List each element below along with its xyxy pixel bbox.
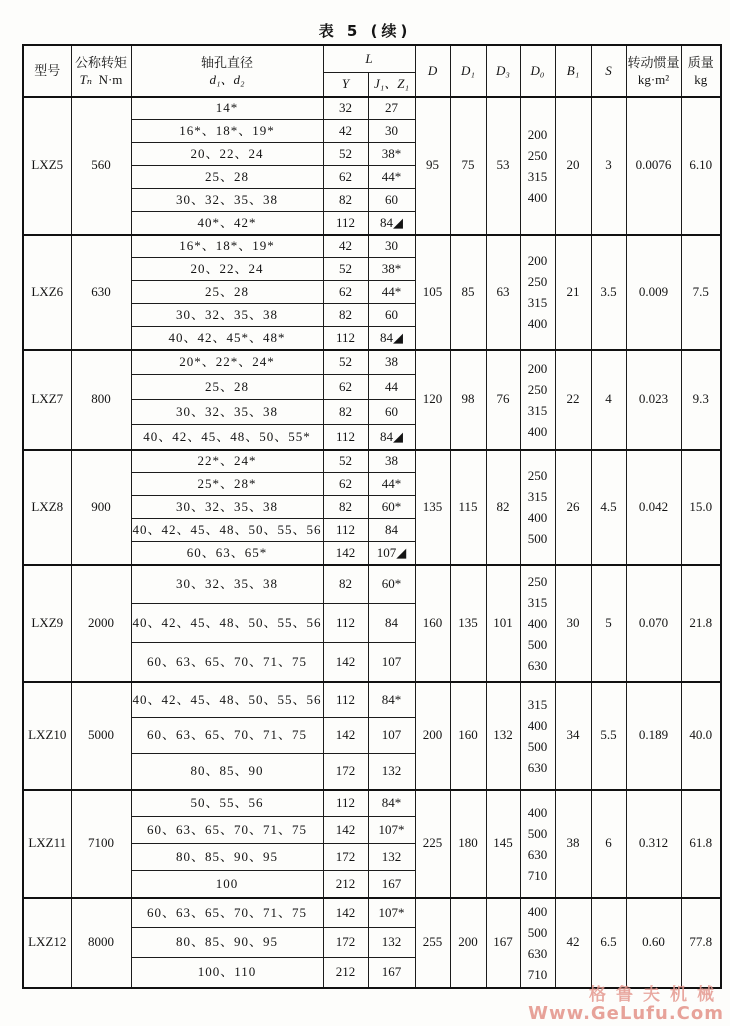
length-Y-cell: 42 [323, 120, 368, 143]
length-J1Z1-cell: 60 [368, 400, 415, 425]
length-J1Z1-cell: 30 [368, 235, 415, 258]
bore-diameters-cell: 40、42、45、48、50、55* [131, 425, 323, 450]
torque-cell: 5000 [71, 682, 131, 790]
D-cell: 120 [415, 350, 450, 450]
D0-value: 400 [527, 423, 548, 439]
header-mass-label: 质量 [687, 54, 714, 70]
torque-cell: 800 [71, 350, 131, 450]
D-cell: 200 [415, 682, 450, 790]
length-Y-cell: 112 [323, 682, 368, 718]
header-J1Z1: J₁、Z₁ [368, 73, 415, 97]
D0-cell [520, 450, 555, 565]
watermark [528, 986, 724, 1024]
torque-cell: 900 [71, 450, 131, 565]
mass-cell: 15.0 [681, 450, 721, 565]
D0-value: 500 [527, 924, 548, 940]
inertia-cell: 0.070 [626, 565, 681, 682]
D1-cell: 98 [450, 350, 486, 450]
S-cell: 5 [591, 565, 626, 682]
length-J1Z1-cell: 132 [368, 844, 415, 871]
bore-diameters-cell: 50、55、56 [131, 790, 323, 817]
length-J1Z1-cell: 44 [368, 375, 415, 400]
length-Y-cell: 112 [323, 790, 368, 817]
header-L: L [323, 45, 415, 73]
bore-diameters-cell: 40、42、45、48、50、55、56 [131, 519, 323, 542]
torque-cell: 7100 [71, 790, 131, 898]
model-cell: LXZ7 [23, 350, 71, 450]
inertia-cell: 0.189 [626, 682, 681, 790]
D-cell: 160 [415, 565, 450, 682]
bore-diameters-cell: 40、42、45、48、50、55、56 [131, 604, 323, 643]
D0-value: 250 [527, 147, 548, 163]
length-J1Z1-cell: 107◢ [368, 542, 415, 565]
B1-cell: 38 [555, 790, 591, 898]
bore-diameters-cell: 22*、24* [131, 450, 323, 473]
mass-cell: 77.8 [681, 898, 721, 988]
mass-cell: 61.8 [681, 790, 721, 898]
bore-diameters-cell: 25、28 [131, 166, 323, 189]
D0-value: 250 [527, 573, 548, 589]
length-Y-cell: 82 [323, 565, 368, 604]
S-cell: 5.5 [591, 682, 626, 790]
torque-cell: 8000 [71, 898, 131, 988]
bore-diameters-cell: 60、63、65、70、71、75 [131, 718, 323, 754]
bore-diameters-cell: 25、28 [131, 281, 323, 304]
length-Y-cell: 112 [323, 425, 368, 450]
length-J1Z1-cell: 132 [368, 928, 415, 958]
D0-value: 400 [527, 189, 548, 205]
header-model: 型号 [23, 45, 71, 97]
D0-value: 315 [527, 402, 548, 418]
D1-cell: 75 [450, 97, 486, 235]
length-Y-cell: 212 [323, 958, 368, 988]
D0-value: 400 [527, 316, 548, 331]
bore-diameters-cell: 40、42、45*、48* [131, 327, 323, 350]
torque-cell: 2000 [71, 565, 131, 682]
D0-value: 630 [527, 759, 548, 775]
bore-diameters-cell: 40*、42* [131, 212, 323, 235]
length-Y-cell: 62 [323, 281, 368, 304]
bore-diameters-cell: 60、63、65、70、71、75 [131, 643, 323, 682]
D1-cell: 160 [450, 682, 486, 790]
D0-cell [520, 790, 555, 898]
header-inertia-label: 转动惯量 [627, 54, 680, 70]
B1-cell: 22 [555, 350, 591, 450]
length-J1Z1-cell: 107 [368, 718, 415, 754]
length-Y-cell: 142 [323, 542, 368, 565]
length-J1Z1-cell: 84 [368, 604, 415, 643]
length-J1Z1-cell: 60* [368, 496, 415, 519]
model-cell: LXZ10 [23, 682, 71, 790]
length-J1Z1-cell: 84◢ [368, 212, 415, 235]
length-J1Z1-cell: 84◢ [368, 425, 415, 450]
model-cell: LXZ11 [23, 790, 71, 898]
D0-cell [520, 350, 555, 450]
D3-cell: 101 [486, 565, 520, 682]
length-Y-cell: 42 [323, 235, 368, 258]
D0-value: 200 [527, 253, 548, 268]
D0-cell [520, 898, 555, 988]
D1-cell: 115 [450, 450, 486, 565]
length-Y-cell: 52 [323, 143, 368, 166]
D-cell: 225 [415, 790, 450, 898]
D0-value: 315 [527, 295, 548, 310]
header-B1: B₁ [555, 45, 591, 97]
B1-cell: 26 [555, 450, 591, 565]
bore-diameters-cell: 20、22、24 [131, 143, 323, 166]
length-J1Z1-cell: 44* [368, 166, 415, 189]
length-Y-cell: 82 [323, 400, 368, 425]
bore-diameters-cell: 30、32、35、38 [131, 565, 323, 604]
bore-diameters-cell: 80、85、90 [131, 754, 323, 790]
D3-cell: 167 [486, 898, 520, 988]
D-cell: 105 [415, 235, 450, 350]
watermark-text: 格鲁夫机械 [589, 985, 724, 1005]
watermark-url: Www.GeLufu.Com [528, 1003, 724, 1024]
bore-diameters-cell: 16*、18*、19* [131, 235, 323, 258]
D0-value: 500 [527, 738, 548, 754]
mass-cell: 21.8 [681, 565, 721, 682]
bore-diameters-cell: 20*、22*、24* [131, 350, 323, 375]
S-cell: 4 [591, 350, 626, 450]
D3-cell: 63 [486, 235, 520, 350]
D-cell: 95 [415, 97, 450, 235]
model-cell: LXZ8 [23, 450, 71, 565]
D0-value: 630 [527, 846, 548, 862]
D0-cell [520, 682, 555, 790]
length-Y-cell: 52 [323, 258, 368, 281]
D0-cell [520, 97, 555, 235]
model-cell: LXZ9 [23, 565, 71, 682]
length-J1Z1-cell: 30 [368, 120, 415, 143]
length-Y-cell: 112 [323, 604, 368, 643]
length-J1Z1-cell: 84* [368, 682, 415, 718]
D0-value: 400 [527, 903, 548, 919]
D0-value: 400 [527, 804, 548, 820]
B1-cell: 21 [555, 235, 591, 350]
length-Y-cell: 142 [323, 718, 368, 754]
D0-value: 200 [527, 360, 548, 376]
inertia-cell: 0.0076 [626, 97, 681, 235]
bore-diameters-cell: 100 [131, 871, 323, 898]
length-J1Z1-cell: 60 [368, 189, 415, 212]
length-Y-cell: 82 [323, 189, 368, 212]
B1-cell: 34 [555, 682, 591, 790]
length-Y-cell: 112 [323, 212, 368, 235]
D0-value: 630 [527, 945, 548, 961]
bore-diameters-cell: 60、63、65、70、71、75 [131, 898, 323, 928]
D0-cell [520, 235, 555, 350]
length-J1Z1-cell: 44* [368, 281, 415, 304]
length-Y-cell: 82 [323, 304, 368, 327]
length-Y-cell: 212 [323, 871, 368, 898]
length-Y-cell: 52 [323, 450, 368, 473]
bore-diameters-cell: 16*、18*、19* [131, 120, 323, 143]
bore-diameters-cell: 100、110 [131, 958, 323, 988]
header-Y: Y [323, 73, 368, 97]
length-J1Z1-cell: 107* [368, 898, 415, 928]
header-D3: D₃ [486, 45, 520, 97]
length-J1Z1-cell: 132 [368, 754, 415, 790]
header-torque [71, 45, 131, 97]
length-Y-cell: 172 [323, 928, 368, 958]
length-Y-cell: 172 [323, 844, 368, 871]
D-cell: 135 [415, 450, 450, 565]
bore-diameters-cell: 20、22、24 [131, 258, 323, 281]
inertia-cell: 0.009 [626, 235, 681, 350]
inertia-cell: 0.023 [626, 350, 681, 450]
inertia-cell: 0.042 [626, 450, 681, 565]
length-Y-cell: 32 [323, 97, 368, 120]
D0-value: 315 [527, 594, 548, 610]
D1-cell: 200 [450, 898, 486, 988]
bore-diameters-cell: 60、63、65* [131, 542, 323, 565]
inertia-cell: 0.312 [626, 790, 681, 898]
length-J1Z1-cell: 167 [368, 958, 415, 988]
table-title: 表 5 (续) [318, 22, 412, 40]
length-Y-cell: 52 [323, 350, 368, 375]
model-cell: LXZ5 [23, 97, 71, 235]
length-Y-cell: 62 [323, 473, 368, 496]
B1-cell: 20 [555, 97, 591, 235]
length-Y-cell: 142 [323, 643, 368, 682]
D0-value: 315 [527, 168, 548, 184]
S-cell: 4.5 [591, 450, 626, 565]
coupling-spec-table [22, 44, 722, 989]
D3-cell: 82 [486, 450, 520, 565]
bore-diameters-cell: 25、28 [131, 375, 323, 400]
header-S: S [591, 45, 626, 97]
length-J1Z1-cell: 38 [368, 450, 415, 473]
length-Y-cell: 142 [323, 817, 368, 844]
S-cell: 6 [591, 790, 626, 898]
torque-cell: 630 [71, 235, 131, 350]
model-cell: LXZ6 [23, 235, 71, 350]
length-J1Z1-cell: 44* [368, 473, 415, 496]
bore-diameters-cell: 30、32、35、38 [131, 304, 323, 327]
bore-diameters-cell: 30、32、35、38 [131, 496, 323, 519]
length-Y-cell: 112 [323, 519, 368, 542]
D0-value: 315 [527, 696, 548, 712]
bore-diameters-cell: 25*、28* [131, 473, 323, 496]
bore-diameters-cell: 80、85、90、95 [131, 928, 323, 958]
length-Y-cell: 82 [323, 496, 368, 519]
header-inertia-unit: kg·m² [637, 71, 670, 87]
B1-cell: 30 [555, 565, 591, 682]
D0-value: 400 [527, 717, 548, 733]
D0-value: 630 [527, 657, 548, 673]
header-D0: D₀ [520, 45, 555, 97]
D0-value: 250 [527, 381, 548, 397]
D0-value: 500 [527, 531, 548, 546]
length-J1Z1-cell: 84* [368, 790, 415, 817]
mass-cell: 6.10 [681, 97, 721, 235]
length-J1Z1-cell: 60* [368, 565, 415, 604]
mass-cell: 40.0 [681, 682, 721, 790]
D0-value: 710 [527, 966, 548, 982]
bore-diameters-cell: 60、63、65、70、71、75 [131, 817, 323, 844]
header-inertia [626, 45, 681, 97]
length-Y-cell: 142 [323, 898, 368, 928]
D-cell: 255 [415, 898, 450, 988]
header-D1: D₁ [450, 45, 486, 97]
header-torque-unit: Tₙ N·m [79, 71, 123, 87]
length-J1Z1-cell: 27 [368, 97, 415, 120]
length-J1Z1-cell: 38 [368, 350, 415, 375]
D3-cell: 145 [486, 790, 520, 898]
length-J1Z1-cell: 167 [368, 871, 415, 898]
length-J1Z1-cell: 107 [368, 643, 415, 682]
mass-cell: 9.3 [681, 350, 721, 450]
bore-diameters-cell: 14* [131, 97, 323, 120]
length-Y-cell: 172 [323, 754, 368, 790]
length-J1Z1-cell: 38* [368, 143, 415, 166]
length-J1Z1-cell: 84◢ [368, 327, 415, 350]
D1-cell: 180 [450, 790, 486, 898]
D3-cell: 53 [486, 97, 520, 235]
model-cell: LXZ12 [23, 898, 71, 988]
bore-diameters-cell: 40、42、45、48、50、55、56 [131, 682, 323, 718]
D1-cell: 135 [450, 565, 486, 682]
D0-value: 400 [527, 615, 548, 631]
D0-value: 250 [527, 274, 548, 289]
D0-value: 315 [527, 489, 548, 504]
B1-cell: 42 [555, 898, 591, 988]
D0-value: 500 [527, 636, 548, 652]
D0-value: 200 [527, 126, 548, 142]
header-bore-symbols: d₁、d₂ [209, 71, 245, 87]
D3-cell: 76 [486, 350, 520, 450]
length-J1Z1-cell: 38* [368, 258, 415, 281]
length-Y-cell: 112 [323, 327, 368, 350]
bore-diameters-cell: 30、32、35、38 [131, 400, 323, 425]
S-cell: 6.5 [591, 898, 626, 988]
D3-cell: 132 [486, 682, 520, 790]
inertia-cell: 0.60 [626, 898, 681, 988]
header-mass [681, 45, 721, 97]
length-Y-cell: 62 [323, 375, 368, 400]
D0-value: 250 [527, 468, 548, 483]
length-J1Z1-cell: 84 [368, 519, 415, 542]
mass-cell: 7.5 [681, 235, 721, 350]
D0-value: 500 [527, 825, 548, 841]
S-cell: 3.5 [591, 235, 626, 350]
header-D: D [415, 45, 450, 97]
bore-diameters-cell: 80、85、90、95 [131, 844, 323, 871]
length-Y-cell: 62 [323, 166, 368, 189]
D0-value: 710 [527, 867, 548, 883]
D0-value: 400 [527, 510, 548, 525]
header-torque-label: 公称转矩 [74, 54, 127, 70]
D1-cell: 85 [450, 235, 486, 350]
header-bore [131, 45, 323, 97]
header-bore-label: 轴孔直径 [201, 54, 254, 70]
length-J1Z1-cell: 60 [368, 304, 415, 327]
torque-cell: 560 [71, 97, 131, 235]
D0-cell [520, 565, 555, 682]
bore-diameters-cell: 30、32、35、38 [131, 189, 323, 212]
header-mass-unit: kg [694, 71, 708, 87]
S-cell: 3 [591, 97, 626, 235]
length-J1Z1-cell: 107* [368, 817, 415, 844]
